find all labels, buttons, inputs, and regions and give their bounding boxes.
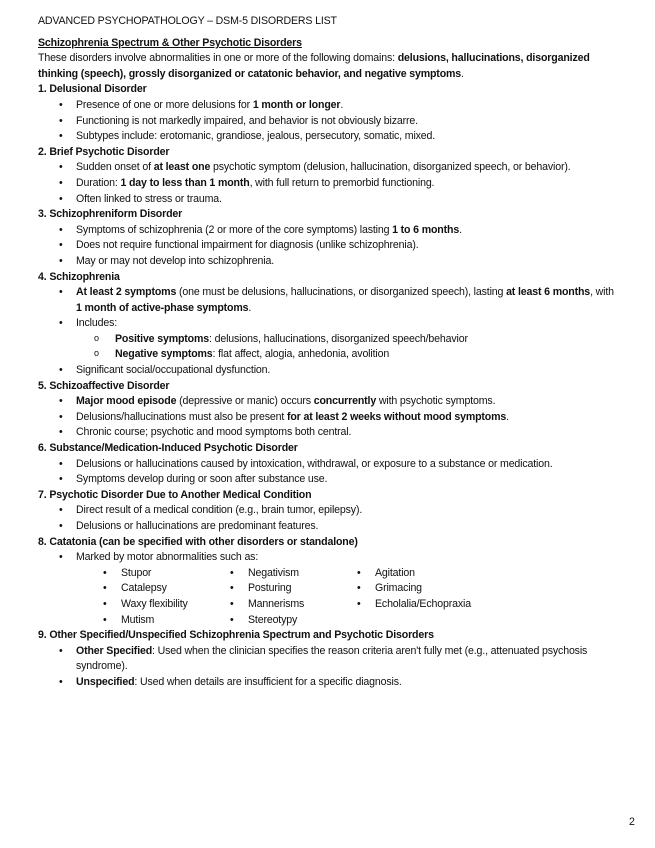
- symptom-item: • Stupor: [76, 566, 203, 582]
- list-item: • Sudden onset of at least one psychotic symptom (delusion, hallucination, disorganized speech, or behavior).: [38, 160, 618, 176]
- section-heading: Schizophrenia Spectrum & Other Psychotic Disorders: [38, 36, 302, 49]
- list-item: • Functioning is not markedly impaired, and behavior is not obviously bizarre.: [38, 114, 618, 130]
- disorder-2-list: [38, 160, 618, 207]
- disorder-8-title: 8. Catatonia (can be specified with other disorders or standalone): [38, 535, 358, 548]
- section-intro: [38, 51, 618, 82]
- intro-text: These disorders involve abnormalities in one or more of the following domains:: [38, 52, 398, 65]
- disorder-1-list: [38, 98, 618, 145]
- disorder-7-title: 7. Psychotic Disorder Due to Another Medical Condition: [38, 488, 312, 501]
- list-item: • Often linked to stress or trauma.: [38, 192, 618, 208]
- symptom-item: • Grimacing: [330, 581, 530, 597]
- list-item: • Delusions or hallucinations caused by intoxication, withdrawal, or exposure to a substance or medication.: [38, 457, 618, 473]
- list-item: • Duration: 1 day to less than 1 month, with full return to premorbid functioning.: [38, 176, 618, 192]
- list-item: • Chronic course; psychotic and mood symptoms both central.: [38, 425, 618, 441]
- list-item: • Includes: o Positive symptoms: delusions, hallucinations, disorganized speech/behavior o Negative symptoms: flat affect, alogia, anhedonia, avolition: [38, 316, 618, 363]
- symptom-column-2: [203, 566, 330, 628]
- disorder-9-title: 9. Other Specified/Unspecified Schizophrenia Spectrum and Psychotic Disorders: [38, 629, 434, 642]
- symptom-item: • Waxy flexibility: [76, 597, 203, 613]
- list-item: • Delusions or hallucinations are predominant features.: [38, 519, 618, 535]
- symptom-item: • Agitation: [330, 566, 530, 582]
- list-item: • Does not require functional impairment for diagnosis (unlike schizophrenia).: [38, 238, 618, 254]
- disorder-6-list: [38, 457, 618, 488]
- symptom-column-1: [76, 566, 203, 628]
- sub-list: [38, 332, 618, 363]
- document-title: ADVANCED PSYCHOPATHOLOGY – DSM-5 DISORDERS LIST: [38, 15, 337, 27]
- sub-list-item: o Negative symptoms: flat affect, alogia, anhedonia, avolition: [76, 347, 618, 363]
- list-item: • Symptoms of schizophrenia (2 or more of the core symptoms) lasting 1 to 6 months.: [38, 223, 618, 239]
- disorder-7-list: [38, 503, 618, 534]
- sub-list-item: o Positive symptoms: delusions, hallucinations, disorganized speech/behavior: [76, 332, 618, 348]
- list-item: • Unspecified: Used when details are insufficient for a specific diagnosis.: [38, 675, 618, 691]
- disorder-6-title: 6. Substance/Medication-Induced Psychotic Disorder: [38, 442, 298, 455]
- intro-end: .: [461, 67, 464, 80]
- symptom-item: • Posturing: [203, 581, 330, 597]
- catatonia-symptom-columns: [76, 566, 618, 628]
- list-item: • Major mood episode (depressive or manic) occurs concurrently with psychotic symptoms.: [38, 394, 618, 410]
- intro-domains: delusions, hallucinations, disorganized thinking (speech), grossly disorganized or catatonic behavior, and negative symptoms: [38, 52, 590, 80]
- disorder-4-title: 4. Schizophrenia: [38, 270, 120, 283]
- disorder-4-list: [38, 285, 618, 379]
- list-item: • Other Specified: Used when the clinician specifies the reason criteria aren't fully met (e.g., attenuated psychosis syndrome).: [38, 644, 618, 675]
- document-page: [38, 14, 618, 691]
- disorder-2-title: 2. Brief Psychotic Disorder: [38, 145, 170, 158]
- disorder-5-title: 5. Schizoaffective Disorder: [38, 379, 170, 392]
- list-item: • Marked by motor abnormalities such as:: [38, 550, 618, 566]
- symptom-column-3: [330, 566, 530, 628]
- disorder-1-title: 1. Delusional Disorder: [38, 83, 147, 96]
- list-item: • Symptoms develop during or soon after substance use.: [38, 472, 618, 488]
- list-item: • Direct result of a medical condition (e.g., brain tumor, epilepsy).: [38, 503, 618, 519]
- list-item: • Presence of one or more delusions for 1 month or longer.: [38, 98, 618, 114]
- list-item: • May or may not develop into schizophrenia.: [38, 254, 618, 270]
- list-item: • At least 2 symptoms (one must be delusions, hallucinations, or disorganized speech), lasting at least 6 months, with 1 month of active-phase symptoms.: [38, 285, 618, 316]
- symptom-item: • Negativism: [203, 566, 330, 582]
- page-number: 2: [629, 816, 635, 828]
- disorder-8-list: [38, 550, 618, 566]
- symptom-item: • Catalepsy: [76, 581, 203, 597]
- disorder-5-list: [38, 394, 618, 441]
- symptom-item: • Mutism: [76, 613, 203, 629]
- disorder-3-title: 3. Schizophreniform Disorder: [38, 208, 183, 221]
- list-item: • Significant social/occupational dysfunction.: [38, 363, 618, 379]
- disorder-9-list: [38, 644, 618, 691]
- list-item: • Delusions/hallucinations must also be present for at least 2 weeks without mood symptoms.: [38, 410, 618, 426]
- list-item: • Subtypes include: erotomanic, grandiose, jealous, persecutory, somatic, mixed.: [38, 129, 618, 145]
- disorder-3-list: [38, 223, 618, 270]
- symptom-item: • Stereotypy: [203, 613, 330, 629]
- symptom-item: • Echolalia/Echopraxia: [330, 597, 530, 613]
- symptom-item: • Mannerisms: [203, 597, 330, 613]
